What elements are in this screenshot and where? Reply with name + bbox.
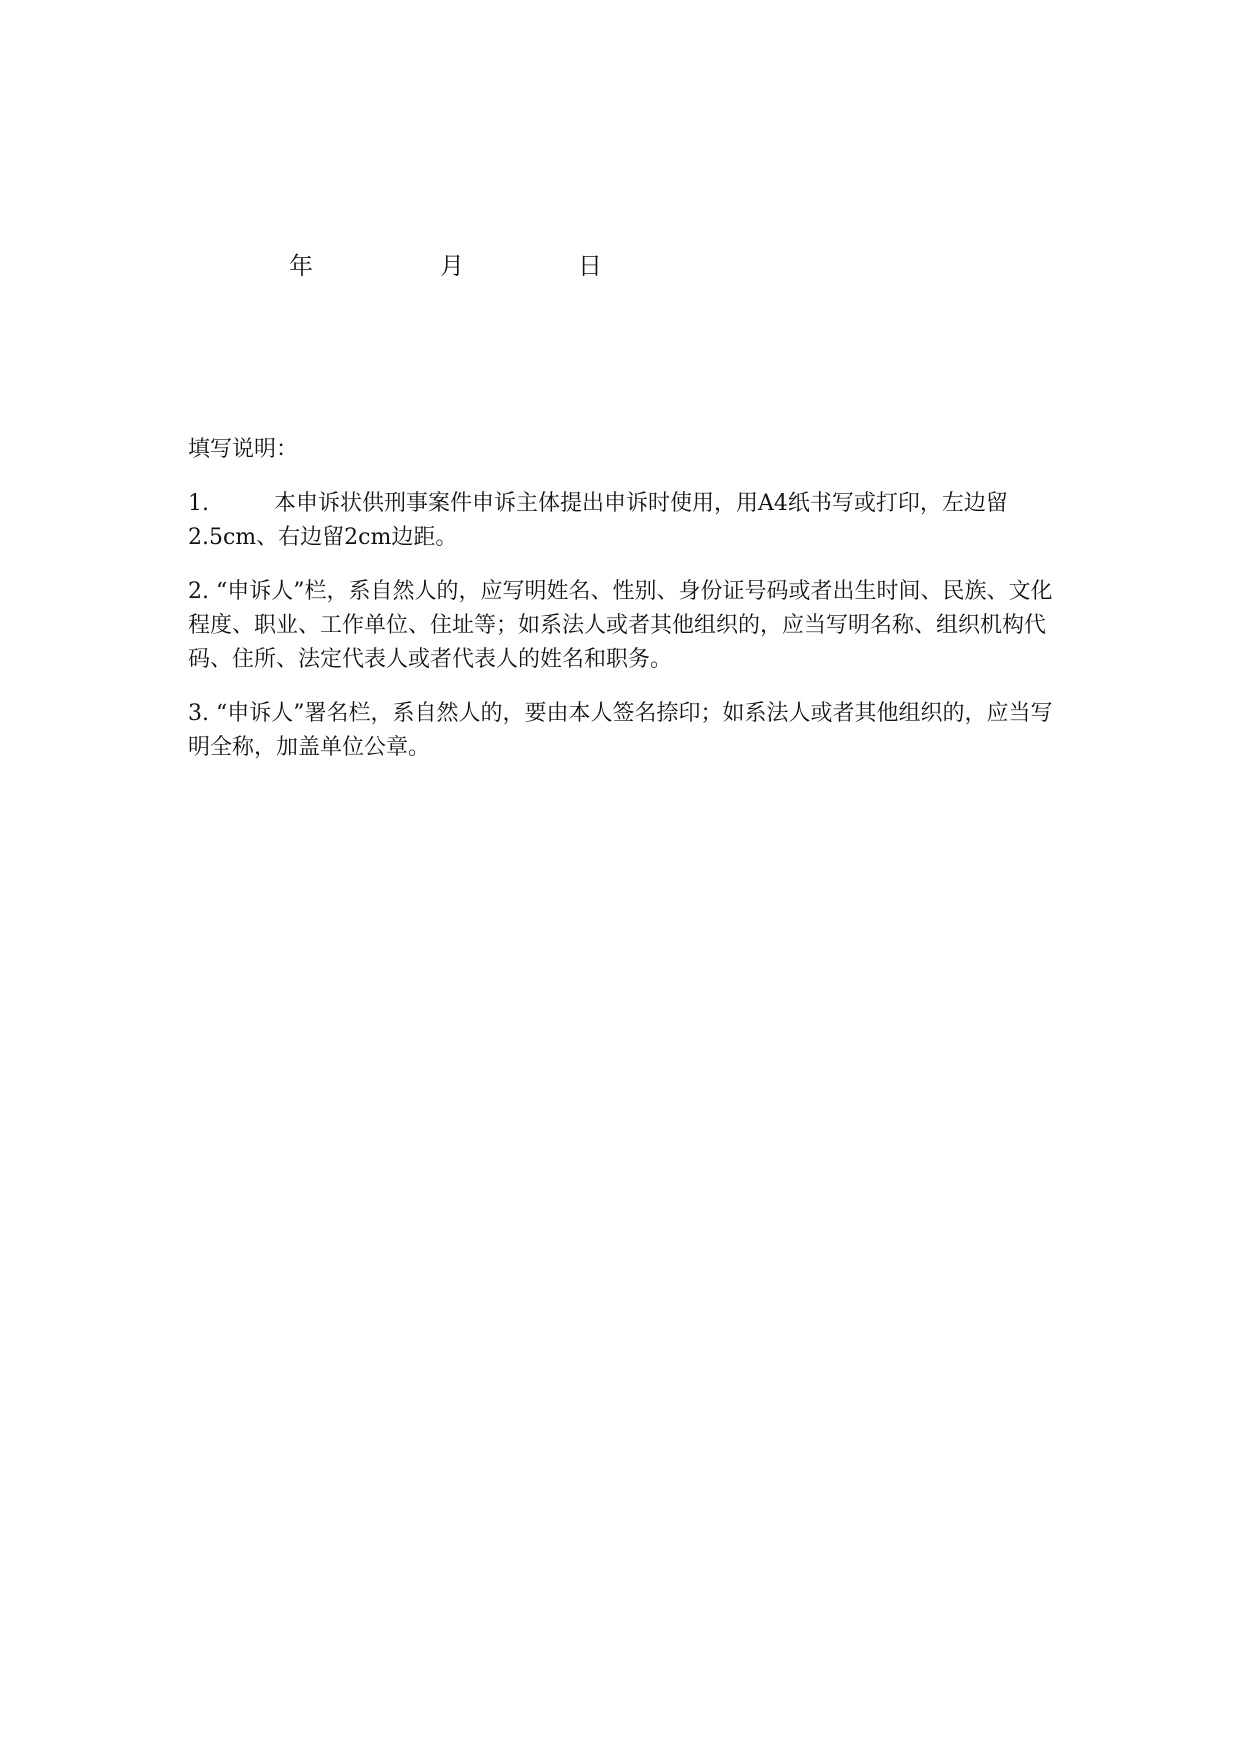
date-year-label: 年 (289, 252, 313, 280)
date-month-label: 月 (440, 252, 464, 280)
date-line (0, 246, 1240, 286)
instruction-item-3-text: “申诉人”署名栏，系自然人的，要由本人签名捺印；如系法人或者其他组织的，应当写明全称，加盖单位公章。 (188, 701, 1053, 760)
instruction-item-2-text: “申诉人”栏，系自然人的，应写明姓名、性别、身份证号码或者出生时间、民族、文化程度、职业、工作单位、住址等；如系法人或者其他组织的，应当写明名称、组织机构代码、住所、法定代表人或者代表人的姓名和职务。 (188, 579, 1053, 672)
instruction-item-3 (188, 697, 1060, 765)
instruction-item-3-number: 3. (188, 701, 209, 726)
instruction-item-2-number: 2. (188, 579, 209, 604)
instruction-item-1-number: 1. (188, 491, 209, 516)
instructions-title: 填写说明： (188, 437, 299, 462)
instruction-item-2 (188, 575, 1060, 677)
instruction-item-1 (188, 487, 1060, 555)
instruction-item-1-text: 本申诉状供刑事案件申诉主体提出申诉时使用，用A4纸书写或打印，左边留2.5cm、右边留2cm边距。 (188, 491, 1008, 550)
instructions-section (188, 433, 1060, 785)
date-day-label: 日 (578, 252, 602, 280)
